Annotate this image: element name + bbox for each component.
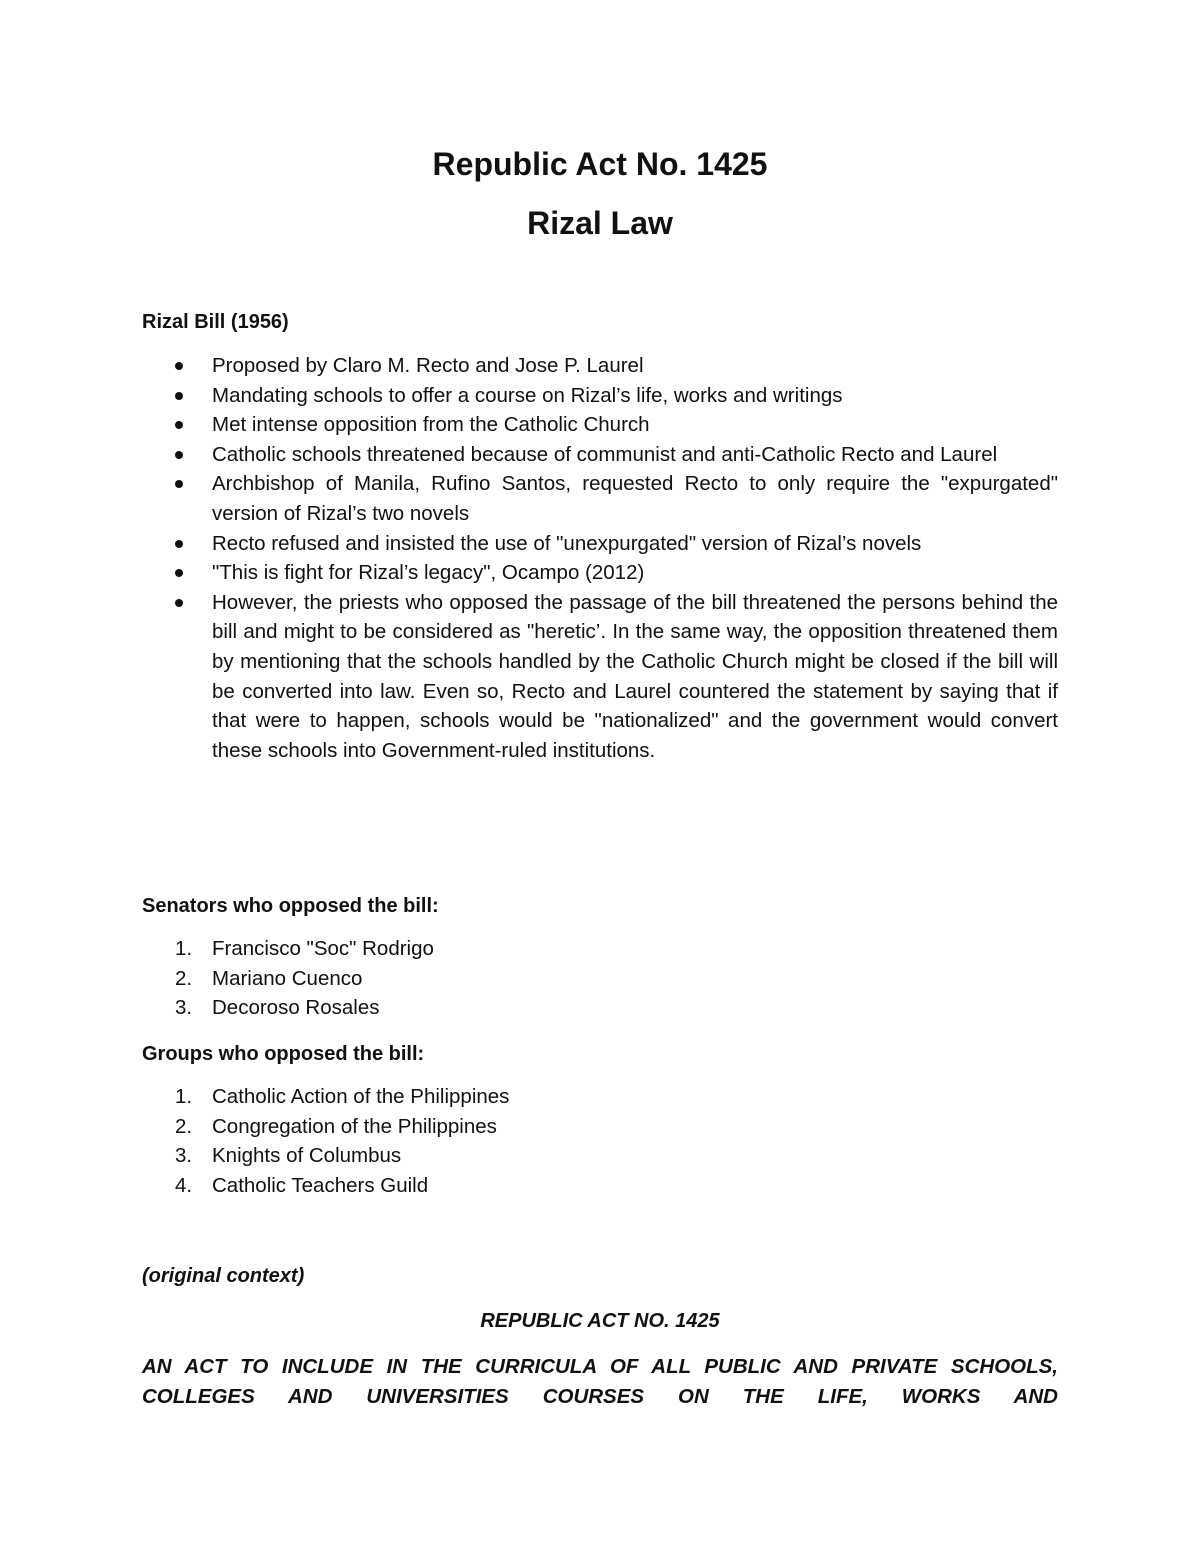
act-description: AN ACT TO INCLUDE IN THE CURRICULA OF ALL PUBLIC AND PRIVATE SCHOOLS, COLLEGES AND UNIVERSITIES COURSES ON THE LIFE, WORKS AND — [142, 1355, 1058, 1408]
list-item-text: Decoroso Rosales — [212, 996, 380, 1020]
list-item-text: Francisco "Soc" Rodrigo — [212, 937, 434, 960]
list-number: 3. — [175, 996, 193, 1020]
original-context-label: (original context) — [142, 1265, 305, 1287]
rizal-bill-list — [142, 351, 1058, 765]
list-item-text: Catholic Action of the Philippines — [212, 1085, 510, 1108]
list-item — [142, 964, 1058, 994]
list-item: Archbishop of Manila, Rufino Santos, requested Recto to only require the "expurgated" version of Rizal’s two novels — [142, 469, 1058, 528]
list-number: 2. — [175, 1114, 193, 1138]
list-item: Met intense opposition from the Catholic Church — [142, 410, 1058, 440]
list-item-text: Catholic Teachers Guild — [212, 1173, 429, 1197]
list-item — [142, 1112, 1058, 1142]
list-number: 3. — [175, 1144, 193, 1168]
list-item: However, the priests who opposed the passage of the bill threatened the persons behind the bill and might to be considered as "heretic’. In the same way, the opposition threatened them by mentioning that the schools handled by the Catholic Church might be closed if the bill will be converted into law. Even so, Recto and Laurel countered the statement by saying that if that were to happen, schools would be "nationalized" and the government would convert these schools into Government-ruled institutions. — [142, 588, 1058, 766]
rizal-bill-heading: Rizal Bill (1956) — [142, 311, 289, 333]
groups-heading: Groups who opposed the bill: — [142, 1043, 425, 1065]
list-item — [142, 934, 1058, 964]
list-item: Proposed by Claro M. Recto and Jose P. Laurel — [142, 351, 1058, 381]
list-item: Mandating schools to offer a course on Rizal’s life, works and writings — [142, 381, 1058, 411]
list-number: 4. — [175, 1173, 193, 1197]
list-item — [142, 993, 1058, 1023]
list-item: "This is fight for Rizal’s legacy", Ocampo (2012) — [142, 558, 1058, 588]
list-item — [142, 1082, 1058, 1112]
list-item-text: Congregation of the Philippines — [212, 1114, 497, 1138]
list-item: Recto refused and insisted the use of "unexpurgated" version of Rizal’s novels — [142, 529, 1058, 559]
document-subtitle: Rizal Law — [527, 205, 673, 241]
list-item-text: Mariano Cuenco — [212, 966, 363, 990]
senators-list — [142, 934, 1058, 1023]
act-title: REPUBLIC ACT NO. 1425 — [480, 1310, 720, 1332]
list-item — [142, 1141, 1058, 1171]
groups-list — [142, 1082, 1058, 1200]
list-item: Catholic schools threatened because of communist and anti-Catholic Recto and Laurel — [142, 440, 1058, 470]
list-number: 1. — [175, 937, 193, 960]
senators-heading: Senators who opposed the bill: — [142, 895, 439, 917]
list-item-text: Knights of Columbus — [212, 1144, 402, 1168]
list-number: 2. — [175, 966, 193, 990]
list-item — [142, 1171, 1058, 1201]
list-number: 1. — [175, 1085, 193, 1108]
document-title: Republic Act No. 1425 — [432, 146, 768, 182]
